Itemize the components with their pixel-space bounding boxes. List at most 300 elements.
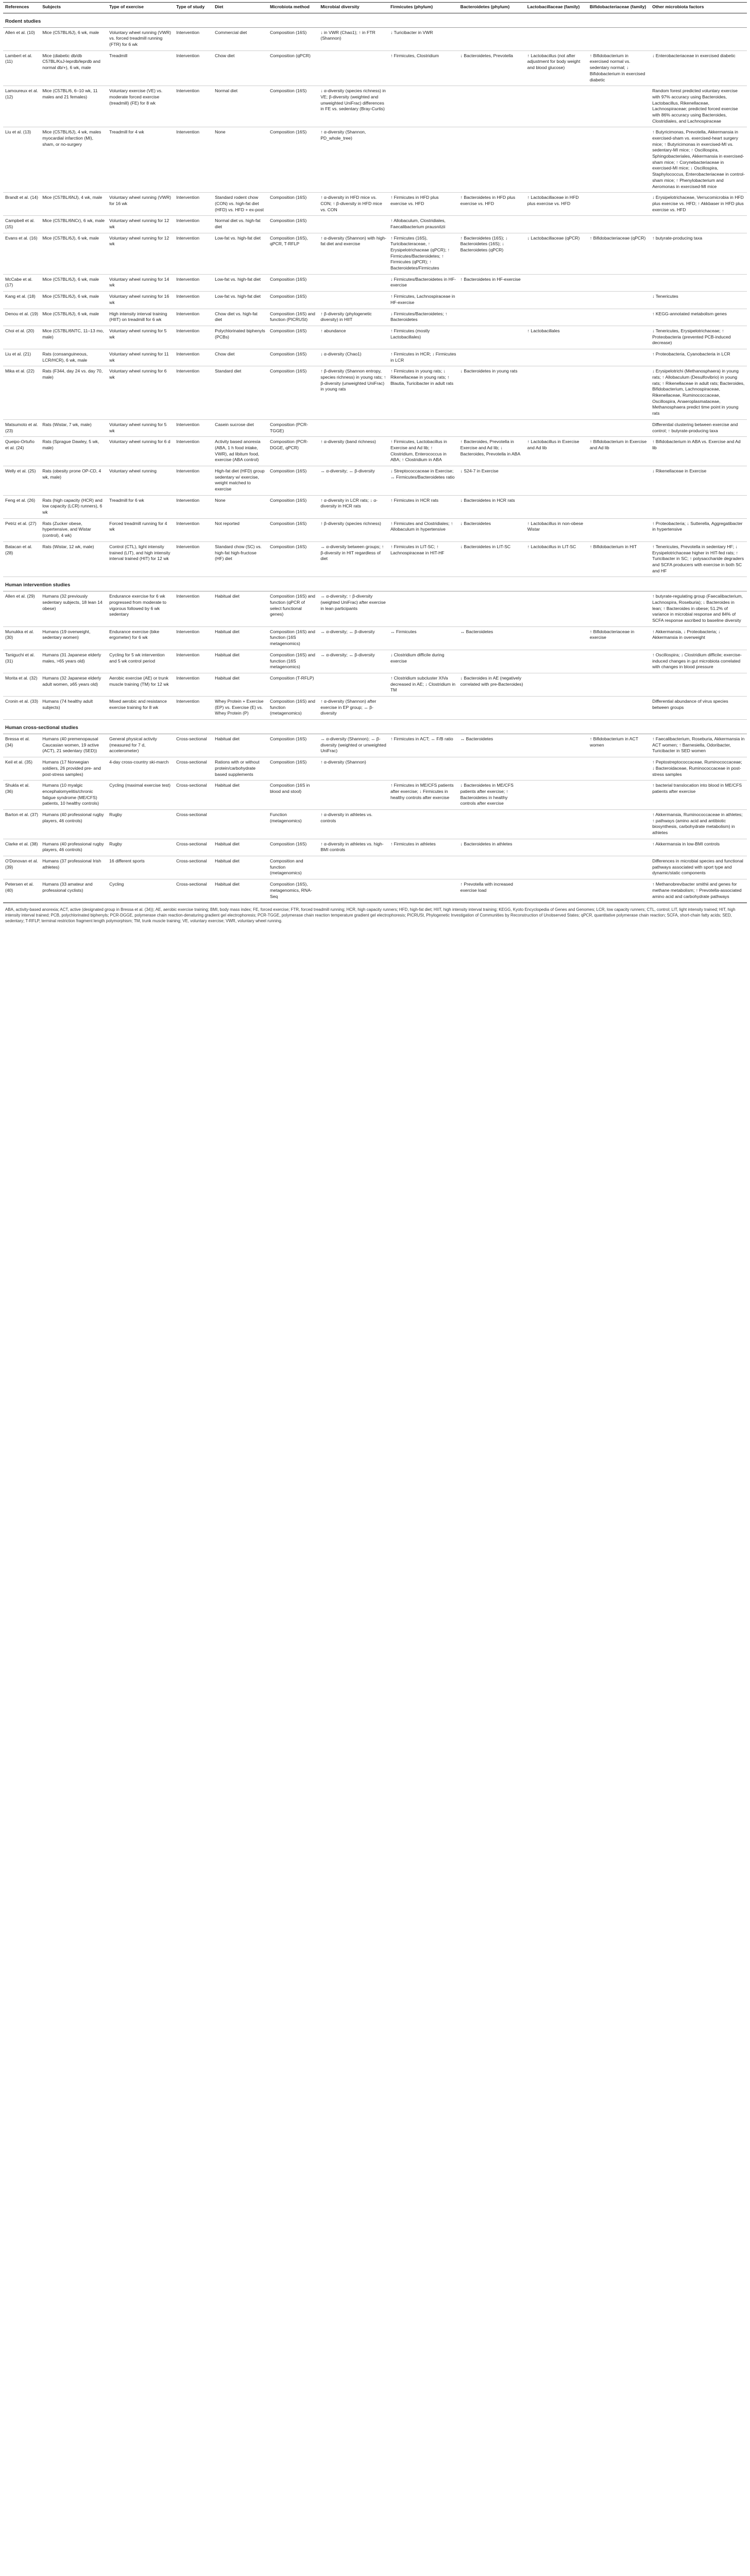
cell-type-of-exercise: Voluntary wheel running (VWR) for 16 wk	[107, 193, 174, 216]
cell-other-factors: ↑ Methanobrevibacter smithii and genes for methane metabolism; ↑ Prevotella-associated amino acid and carbohydrate pathways	[650, 879, 747, 903]
cell-lactobacillaceae	[525, 292, 588, 309]
table-row	[3, 216, 747, 233]
cell-subjects: Humans (74 healthy adult subjects)	[40, 696, 107, 719]
cell-type-of-exercise: Voluntary wheel running (VWR) vs. forced treadmill running (FTR) for 6 wk	[107, 27, 174, 50]
cell-firmicutes	[388, 809, 458, 839]
cell-firmicutes: ↓ Streptococcaceae in Exercise; ↔ Firmicutes/Bacteroidetes ratio	[388, 466, 458, 495]
table-row	[3, 50, 747, 86]
cell-microbial-diversity: ↑ α-diversity in LCR rats; ↓ α-diversity in HCR rats	[318, 495, 388, 518]
table-row	[3, 809, 747, 839]
cell-bifidobacteriaceae	[588, 466, 650, 495]
cell-subjects: Mice (diabetic db/db C57BL/KsJ-leprdb/leprdb and normal db/+), 6 wk, male	[40, 50, 107, 86]
cell-type-of-study: Intervention	[174, 626, 213, 650]
cell-diet: Commercial diet	[213, 27, 268, 50]
cell-firmicutes: ↓ Turicibacter in VWR	[388, 27, 458, 50]
cell-firmicutes: ↓ Firmicutes/Bacteroidetes in HF-exercise	[388, 274, 458, 291]
cell-microbiota-method: Composition (16S)	[268, 27, 318, 50]
cell-type-of-exercise: General physical activity (measured for 7 d, accelerometer)	[107, 734, 174, 757]
header-microbial-diversity: Microbial diversity	[318, 3, 388, 13]
cell-bifidobacteriaceae: ↑ Bifidobacterium in exercised normal vs. sedentary normal; ↓ Bifidobacterium in exercised diabetic	[588, 50, 650, 86]
cell-subjects: Rats (consanguineous, LCR/HCR), 6 wk, male	[40, 349, 107, 366]
cell-type-of-study: Intervention	[174, 591, 213, 626]
cell-diet: Chow diet	[213, 349, 268, 366]
cell-subjects: Humans (40 premenopausal Caucasian women, 19 active (ACT), 21 sedentary (SED))	[40, 734, 107, 757]
cell-diet: Normal diet vs. high-fat diet	[213, 216, 268, 233]
cell-type-of-exercise: Treadmill for 4 wk	[107, 127, 174, 193]
cell-diet: Habitual diet	[213, 626, 268, 650]
cell-type-of-study: Intervention	[174, 650, 213, 673]
cell-type-of-study: Intervention	[174, 27, 213, 50]
table-row	[3, 437, 747, 466]
cell-bacteroidetes	[458, 292, 525, 309]
cell-references: Choi et al. (20)	[3, 326, 40, 349]
section-header-row	[3, 577, 747, 591]
cell-references: Feng et al. (26)	[3, 495, 40, 518]
cell-subjects: Humans (40 professional rugby players, 46 controls)	[40, 809, 107, 839]
cell-other-factors: ↓ Rikenellaceae in Exercise	[650, 466, 747, 495]
table-row	[3, 349, 747, 366]
table-row	[3, 856, 747, 879]
cell-subjects: Humans (10 myalgic encephalomyelitis/chronic fatigue syndrome (ME/CFS) patients, 10 healthy controls)	[40, 781, 107, 810]
cell-lactobacillaceae	[525, 781, 588, 810]
cell-other-factors: ↑ bacterial translocation into blood in ME/CFS patients after exercise	[650, 781, 747, 810]
table-row	[3, 673, 747, 696]
section-title: Human intervention studies	[3, 577, 747, 591]
cell-diet: Chow diet vs. high-fat diet	[213, 309, 268, 326]
header-references: References	[3, 3, 40, 13]
cell-other-factors: ↑ butyrate-regulating group (Faecalibacterium, Lachnospira, Roseburia); ↓ Bacteroides in lean; ↑ Bacteroides in obese; 51.2% of variance in microbial response and 84% of SCFA response ascribed to baseline diversity	[650, 591, 747, 626]
cell-bacteroidetes: ↑ Bacteroides, Prevotella in Exercise and Ad lib; ↓ Bacteroides, Prevotella in ABA	[458, 437, 525, 466]
table-row	[3, 233, 747, 274]
cell-lactobacillaceae	[525, 127, 588, 193]
cell-microbial-diversity: ↑ abundance	[318, 326, 388, 349]
cell-subjects: Mice (C57BL/6J), 4 wk, males myocardial infarction (MI), sham, or no-surgery	[40, 127, 107, 193]
cell-other-factors: ↑ Proteobacteria, Cyanobacteria in LCR	[650, 349, 747, 366]
cell-type-of-exercise: Voluntary wheel running for 11 wk	[107, 349, 174, 366]
cell-bacteroidetes	[458, 86, 525, 127]
cell-bifidobacteriaceae	[588, 127, 650, 193]
cell-firmicutes: ↑ Clostridium subcluster XIVa decreased in AE; ↓ Clostridium in TM	[388, 673, 458, 696]
cell-bifidobacteriaceae	[588, 696, 650, 719]
cell-subjects: Mice (C57BL/6NJ), 4 wk, male	[40, 193, 107, 216]
cell-bacteroidetes	[458, 349, 525, 366]
cell-bifidobacteriaceae	[588, 879, 650, 903]
cell-other-factors: ↓ Erysipelotrichi (Methanosphaera) in young rats; ↑ Allobaculum (Desulfovibrio) in young rats; ↑ Rikenellaceae in adult rats; Bacteroides, Bifidobacterium, Lachnospiraceae, Rikenellaceae, Ruminococcaceae, Oscillospira, Anaeroplasmataceae, Methanosphaera predict time point in young rats	[650, 366, 747, 420]
cell-bacteroidetes: ↑ Bacteroidetes (16S); ↓ Bacteroidetes (16S); ↓ Bacteroidetes (qPCR)	[458, 233, 525, 274]
cell-subjects: Mice (C57BL/6J), 6 wk, male	[40, 233, 107, 274]
cell-diet: Habitual diet	[213, 781, 268, 810]
cell-type-of-exercise: Voluntary exercise (VE) vs. moderate forced exercise (treadmill) (FE) for 8 wk	[107, 86, 174, 127]
cell-references: Lamoureux et al. (12)	[3, 86, 40, 127]
cell-bacteroidetes: ↓ Bacteroidetes	[458, 518, 525, 541]
cell-bifidobacteriaceae	[588, 86, 650, 127]
cell-type-of-study: Cross-sectional	[174, 879, 213, 903]
cell-lactobacillaceae	[525, 309, 588, 326]
cell-type-of-exercise: Voluntary wheel running for 5 wk	[107, 419, 174, 436]
cell-references: Evans et al. (16)	[3, 233, 40, 274]
cell-subjects: Mice (C57BL/6J), 6 wk, male	[40, 27, 107, 50]
cell-bacteroidetes	[458, 216, 525, 233]
cell-other-factors	[650, 673, 747, 696]
cell-references: Petersen et al. (40)	[3, 879, 40, 903]
cell-bacteroidetes	[458, 27, 525, 50]
cell-microbial-diversity: ↑ β-diversity (Shannon entropy, species richness) in young rats; ↑ β-diversity (unweighted UniFrac) in young rats	[318, 366, 388, 420]
cell-firmicutes: ↑ Firmicutes in ME/CFS patients after exercise; ↓ Firmicutes in healthy controls after exercise	[388, 781, 458, 810]
table-row	[3, 466, 747, 495]
cell-lactobacillaceae	[525, 591, 588, 626]
cell-microbial-diversity	[318, 50, 388, 86]
cell-bacteroidetes: ↓ Bacteroides in AE (negatively correlated with pre-Bacteroides)	[458, 673, 525, 696]
cell-firmicutes	[388, 757, 458, 781]
cell-type-of-study: Intervention	[174, 366, 213, 420]
cell-type-of-exercise: Rugby	[107, 839, 174, 856]
header-type-of-study: Type of study	[174, 3, 213, 13]
cell-microbiota-method: Composition (PCR-DGGE, qPCR)	[268, 437, 318, 466]
cell-firmicutes	[388, 591, 458, 626]
cell-bifidobacteriaceae	[588, 274, 650, 291]
table-row	[3, 326, 747, 349]
cell-firmicutes: ↑ Firmicutes in HCR rats	[388, 495, 458, 518]
cell-bifidobacteriaceae	[588, 193, 650, 216]
cell-subjects: Mice (C57BL/6, 6–10 wk, 11 males and 21 females)	[40, 86, 107, 127]
cell-other-factors: ↑ Faecalibacterium, Roseburia, Akkermansia in ACT women; ↑ Barnesiella, Odoribacter, Turicibacter in SED women	[650, 734, 747, 757]
cell-microbial-diversity: ↑ α-diversity (Shannon, PD_whole_tree)	[318, 127, 388, 193]
cell-microbial-diversity: ↓ in VWR (Chao1); ↑ in FTR (Shannon)	[318, 27, 388, 50]
cell-bifidobacteriaceae	[588, 673, 650, 696]
cell-bacteroidetes: ↑ Bacteroidetes in HF-exercise	[458, 274, 525, 291]
table-body	[3, 13, 747, 903]
cell-other-factors: ↓ Enterobacteriaceae in exercised diabetic	[650, 50, 747, 86]
cell-microbial-diversity: ↑ α-diversity (Shannon) after exercise in EP group; ↔ β-diversity	[318, 696, 388, 719]
cell-microbiota-method: Composition (16S) and function (16S metagenomics)	[268, 650, 318, 673]
cell-bifidobacteriaceae	[588, 349, 650, 366]
cell-lactobacillaceae	[525, 216, 588, 233]
cell-microbial-diversity	[318, 274, 388, 291]
cell-references: Cronin et al. (33)	[3, 696, 40, 719]
cell-type-of-exercise: Cycling for 5 wk intervention and 5 wk control period	[107, 650, 174, 673]
cell-diet: Habitual diet	[213, 673, 268, 696]
cell-firmicutes: ↑ Firmicutes in athletes	[388, 839, 458, 856]
cell-lactobacillaceae: ↑ Lactobacillales	[525, 326, 588, 349]
cell-type-of-study: Intervention	[174, 193, 213, 216]
cell-references: Morita et al. (32)	[3, 673, 40, 696]
cell-references: Keil et al. (35)	[3, 757, 40, 781]
cell-firmicutes: ↑ Firmicutes in LIT-SC; ↑ Lachnospiraceae in HIT-HF	[388, 541, 458, 577]
cell-subjects: Humans (37 professional Irish athletes)	[40, 856, 107, 879]
cell-microbiota-method: Composition (16S)	[268, 193, 318, 216]
cell-subjects: Rats (obesity prone OP-CD, 4 wk, male)	[40, 466, 107, 495]
cell-microbiota-method: Composition (16S) and function (16S metagenomics)	[268, 626, 318, 650]
cell-type-of-study: Cross-sectional	[174, 856, 213, 879]
cell-firmicutes	[388, 419, 458, 436]
cell-other-factors	[650, 274, 747, 291]
cell-microbiota-method: Composition (16S) and function (PICRUSt)	[268, 309, 318, 326]
cell-microbial-diversity: ↓ α-diversity (species richness) in VE; β-diversity (weighted and unweighted UniFrac) differences in FE vs. sedentary (Bray-Curtis)	[318, 86, 388, 127]
cell-microbiota-method: Composition (16S)	[268, 839, 318, 856]
cell-microbiota-method: Composition and function (metagenomics)	[268, 856, 318, 879]
cell-microbial-diversity: ↑ α-diversity in athletes vs. high-BMI controls	[318, 839, 388, 856]
cell-microbial-diversity: ↓ α-diversity (Chao1)	[318, 349, 388, 366]
header-row	[3, 3, 747, 13]
cell-bacteroidetes: ↔ Bacteroidetes	[458, 626, 525, 650]
header-other-microbiota-factors: Other microbiota factors	[650, 3, 747, 13]
cell-lactobacillaceae	[525, 809, 588, 839]
cell-firmicutes	[388, 856, 458, 879]
cell-subjects: Rats (Wistar, 12 wk, male)	[40, 541, 107, 577]
cell-type-of-exercise: Treadmill for 6 wk	[107, 495, 174, 518]
cell-other-factors: ↑ Akkermansia, ↓ Proteobacteria; ↓ Akkermansia in overweight	[650, 626, 747, 650]
cell-diet: Low-fat vs. high-fat diet	[213, 274, 268, 291]
cell-firmicutes: ↑ Firmicutes, Lachnospiraceae in HF-exercise	[388, 292, 458, 309]
cell-lactobacillaceae: ↑ Lactobacillus in non-obese Wistar	[525, 518, 588, 541]
cell-lactobacillaceae	[525, 650, 588, 673]
cell-diet: Habitual diet	[213, 734, 268, 757]
cell-bifidobacteriaceae	[588, 839, 650, 856]
cell-microbiota-method: Composition (16S in blood and stool)	[268, 781, 318, 810]
cell-type-of-study: Cross-sectional	[174, 839, 213, 856]
cell-microbiota-method: Composition (16S)	[268, 127, 318, 193]
cell-other-factors: ↓ Tenericutes, Erysipelotrichaceae; ↑ Proteobacteria (prevented PCB-induced decrease)	[650, 326, 747, 349]
cell-bacteroidetes	[458, 591, 525, 626]
cell-type-of-exercise: 16 different sports	[107, 856, 174, 879]
cell-other-factors: ↑ Bifidobacterium in ABA vs. Exercise and Ad lib	[650, 437, 747, 466]
cell-bacteroidetes: ↓ Bacteroidetes in athletes	[458, 839, 525, 856]
cell-microbiota-method: Composition (16S), metagenomics, RNA-Seq	[268, 879, 318, 903]
cell-firmicutes: ↑ Firmicutes in HFD plus exercise vs. HFD	[388, 193, 458, 216]
table-row	[3, 757, 747, 781]
cell-firmicutes	[388, 86, 458, 127]
cell-type-of-exercise: Forced treadmill running for 4 wk	[107, 518, 174, 541]
cell-lactobacillaceae	[525, 757, 588, 781]
page	[0, 0, 750, 928]
cell-type-of-study: Intervention	[174, 495, 213, 518]
cell-diet: Rations with or without protein/carbohydrate based supplements	[213, 757, 268, 781]
table-row	[3, 839, 747, 856]
cell-type-of-exercise: Cycling (maximal exercise test)	[107, 781, 174, 810]
cell-lactobacillaceae	[525, 466, 588, 495]
cell-microbiota-method: Function (metagenomics)	[268, 809, 318, 839]
cell-firmicutes: ↑ Firmicutes (mostly Lactobacillales)	[388, 326, 458, 349]
cell-microbiota-method: Composition (16S)	[268, 326, 318, 349]
cell-microbiota-method: Composition (16S)	[268, 216, 318, 233]
cell-type-of-exercise: Treadmill	[107, 50, 174, 86]
cell-microbiota-method: Composition (16S)	[268, 757, 318, 781]
cell-references: Bressa et al. (34)	[3, 734, 40, 757]
cell-firmicutes: ↑ Firmicutes, Lactobacillus in Exercise and Ad lib; ↑ Clostridium, Enterococcus in ABA; ↑ Clostridium in ABA	[388, 437, 458, 466]
cell-diet: Standard diet	[213, 366, 268, 420]
cell-microbiota-method: Composition (16S)	[268, 541, 318, 577]
cell-type-of-study: Cross-sectional	[174, 781, 213, 810]
cell-type-of-study: Intervention	[174, 50, 213, 86]
table-row	[3, 541, 747, 577]
cell-bacteroidetes	[458, 326, 525, 349]
cell-bifidobacteriaceae	[588, 650, 650, 673]
cell-firmicutes: ↔ Firmicutes	[388, 626, 458, 650]
cell-bifidobacteriaceae	[588, 292, 650, 309]
table-row	[3, 495, 747, 518]
cell-type-of-study: Cross-sectional	[174, 734, 213, 757]
cell-other-factors: ↑ KEGG-annotated metabolism genes	[650, 309, 747, 326]
cell-type-of-study: Intervention	[174, 86, 213, 127]
cell-references: O'Donovan et al. (39)	[3, 856, 40, 879]
cell-microbial-diversity: ↑ β-diversity (phylogenetic diversity) in HIIT	[318, 309, 388, 326]
cell-subjects: Humans (19 overweight, sedentary women)	[40, 626, 107, 650]
cell-type-of-exercise: Voluntary wheel running for 12 wk	[107, 233, 174, 274]
cell-references: Shukla et al. (36)	[3, 781, 40, 810]
cell-other-factors: ↑ butyrate-producing taxa	[650, 233, 747, 274]
cell-diet: None	[213, 127, 268, 193]
cell-microbiota-method: Composition (16S)	[268, 734, 318, 757]
cell-firmicutes	[388, 127, 458, 193]
cell-microbial-diversity: ↑ α-diversity (Shannon) with high-fat diet and exercise	[318, 233, 388, 274]
cell-type-of-exercise: Endurance exercise (bike ergometer) for 6 wk	[107, 626, 174, 650]
cell-type-of-exercise: 4-day cross-country ski-march	[107, 757, 174, 781]
cell-firmicutes: ↑ Firmicutes (16S), Turicibacteraceae, ↑ Erysipelotrichaceae (qPCR); ↑ Firmicutes/Bacteroidetes; ↑ Firmicutes (qPCR); ↑ Bacteroidetes/Firmicutes	[388, 233, 458, 274]
table-row	[3, 86, 747, 127]
cell-microbial-diversity	[318, 856, 388, 879]
cell-type-of-exercise: High intensity interval training (HIIT) on treadmill for 6 wk	[107, 309, 174, 326]
cell-type-of-study: Intervention	[174, 233, 213, 274]
cell-bifidobacteriaceae	[588, 757, 650, 781]
table-row	[3, 591, 747, 626]
cell-diet: Low-fat vs. high-fat diet	[213, 233, 268, 274]
cell-bacteroidetes: ↓ Bacteroidetes, Prevotella	[458, 50, 525, 86]
cell-diet: Chow diet	[213, 50, 268, 86]
cell-microbiota-method: Composition (16S)	[268, 466, 318, 495]
cell-type-of-study: Intervention	[174, 292, 213, 309]
cell-firmicutes: ↑ Firmicutes and Clostridiales; ↑ Allobaculum in hypertensive	[388, 518, 458, 541]
cell-diet: High-fat diet (HFD) group sedentary w/ exercise, weight matched to exercise	[213, 466, 268, 495]
cell-lactobacillaceae	[525, 419, 588, 436]
cell-subjects: Mice (C57BL/6NCr), 6 wk, male	[40, 216, 107, 233]
cell-lactobacillaceae	[525, 349, 588, 366]
section-title: Rodent studies	[3, 13, 747, 27]
cell-firmicutes: ↓ Clostridium difficile during exercise	[388, 650, 458, 673]
cell-lactobacillaceae	[525, 734, 588, 757]
cell-other-factors	[650, 495, 747, 518]
cell-bifidobacteriaceae: ↑ Bifidobacterium in Exercise and Ad lib	[588, 437, 650, 466]
cell-bacteroidetes: ↔ Bacteroidetes	[458, 734, 525, 757]
cell-type-of-study: Intervention	[174, 127, 213, 193]
cell-diet: Normal diet	[213, 86, 268, 127]
cell-lactobacillaceae: ↑ Lactobacillus in LIT-SC	[525, 541, 588, 577]
table-row	[3, 626, 747, 650]
cell-type-of-study: Intervention	[174, 466, 213, 495]
cell-bacteroidetes	[458, 696, 525, 719]
cell-microbiota-method: Composition (qPCR)	[268, 50, 318, 86]
cell-type-of-study: Cross-sectional	[174, 757, 213, 781]
cell-lactobacillaceae	[525, 673, 588, 696]
cell-diet: Habitual diet	[213, 856, 268, 879]
table-row	[3, 419, 747, 436]
cell-other-factors: Differences in microbial species and functional pathways associated with sport type and dynamic/static components	[650, 856, 747, 879]
cell-microbial-diversity	[318, 292, 388, 309]
cell-microbiota-method: Composition (16S) and function (metagenomics)	[268, 696, 318, 719]
cell-bacteroidetes: ↓ Bacteroidetes in ME/CFS patients after exercise; ↑ Bacteroidetes in healthy controls after exercise	[458, 781, 525, 810]
cell-diet: Standard chow (SC) vs. high-fat high-fructose (HF) diet	[213, 541, 268, 577]
cell-firmicutes	[388, 879, 458, 903]
cell-references: Barton et al. (37)	[3, 809, 40, 839]
section-header-row	[3, 720, 747, 734]
cell-type-of-study: Intervention	[174, 696, 213, 719]
cell-references: Matsumoto et al. (23)	[3, 419, 40, 436]
cell-type-of-study: Intervention	[174, 326, 213, 349]
cell-microbial-diversity: ↔ α-diversity (Shannon); ↔ β-diversity (weighted or unweighted UniFrac)	[318, 734, 388, 757]
cell-subjects: Mice (C57BL/6J), 6 wk, male	[40, 274, 107, 291]
cell-diet: Not reported	[213, 518, 268, 541]
cell-microbiota-method: Composition (T-RFLP)	[268, 673, 318, 696]
cell-type-of-study: Intervention	[174, 518, 213, 541]
cell-type-of-exercise: Rugby	[107, 809, 174, 839]
cell-type-of-study: Intervention	[174, 541, 213, 577]
cell-microbial-diversity: ↑ β-diversity (species richness)	[318, 518, 388, 541]
cell-references: Welly et al. (25)	[3, 466, 40, 495]
cell-diet: Standard rodent chow (CON) vs. high-fat diet (HFD) vs. HFD + ex-post	[213, 193, 268, 216]
cell-microbial-diversity: ↔ α-diversity; ↔ β-diversity	[318, 650, 388, 673]
cell-bifidobacteriaceae	[588, 366, 650, 420]
cell-type-of-exercise: Voluntary wheel running for 5 wk	[107, 326, 174, 349]
cell-bifidobacteriaceae	[588, 809, 650, 839]
cell-bifidobacteriaceae: ↑ Bifidobacteriaceae in exercise	[588, 626, 650, 650]
cell-other-factors: ↑ Akkermansia, Ruminococcaceae in athletes; ↑ pathways (amino acid and antibiotic biosynthesis, carbohydrate metabolism) in athletes	[650, 809, 747, 839]
cell-bacteroidetes: ↓ Bacteroidetes in HCR rats	[458, 495, 525, 518]
cell-diet: Habitual diet	[213, 650, 268, 673]
cell-type-of-study: Intervention	[174, 419, 213, 436]
cell-bacteroidetes	[458, 856, 525, 879]
cell-microbiota-method: Composition (PCR-TGGE)	[268, 419, 318, 436]
cell-references: Mika et al. (22)	[3, 366, 40, 420]
header-lactobacillaceae: Lactobacillaceae (family)	[525, 3, 588, 13]
table-row	[3, 309, 747, 326]
cell-type-of-exercise: Voluntary wheel running for 14 wk	[107, 274, 174, 291]
cell-subjects: Rats (Wistar, 7 wk, male)	[40, 419, 107, 436]
cell-references: Liu et al. (21)	[3, 349, 40, 366]
cell-microbiota-method: Composition (16S)	[268, 349, 318, 366]
cell-references: Allen et al. (29)	[3, 591, 40, 626]
cell-references: Munukka et al. (30)	[3, 626, 40, 650]
cell-microbial-diversity: ↑ α-diversity (band richness)	[318, 437, 388, 466]
cell-diet: Habitual diet	[213, 591, 268, 626]
cell-firmicutes: ↓ Firmicutes/Bacteroidetes; ↑ Bacteroidetes	[388, 309, 458, 326]
cell-type-of-exercise: Voluntary wheel running for 12 wk	[107, 216, 174, 233]
cell-subjects: Humans (31 Japanese elderly males, >65 years old)	[40, 650, 107, 673]
cell-references: Brandt et al. (14)	[3, 193, 40, 216]
cell-bifidobacteriaceae	[588, 856, 650, 879]
microbiota-studies-table	[3, 2, 747, 903]
cell-bacteroidetes	[458, 809, 525, 839]
table-row	[3, 879, 747, 903]
cell-diet: Habitual diet	[213, 879, 268, 903]
table-row	[3, 781, 747, 810]
table-row	[3, 27, 747, 50]
cell-microbial-diversity	[318, 879, 388, 903]
cell-other-factors	[650, 27, 747, 50]
cell-microbial-diversity: ↑ α-diversity (Shannon)	[318, 757, 388, 781]
cell-references: Denou et al. (19)	[3, 309, 40, 326]
cell-references: Campbell et al. (15)	[3, 216, 40, 233]
cell-bacteroidetes	[458, 757, 525, 781]
cell-subjects: Rats (F344, day 24 vs. day 70, male)	[40, 366, 107, 420]
cell-subjects: Humans (40 professional rugby players, 46 controls)	[40, 839, 107, 856]
cell-diet	[213, 809, 268, 839]
cell-diet: Whey Protein + Exercise (EP) vs. Exercise (E) vs. Whey Protein (P)	[213, 696, 268, 719]
cell-microbiota-method: Composition (16S) and function (qPCR of select functional genes)	[268, 591, 318, 626]
cell-type-of-study: Intervention	[174, 309, 213, 326]
cell-type-of-exercise: Voluntary wheel running for 6 wk	[107, 366, 174, 420]
header-diet: Diet	[213, 3, 268, 13]
table-row	[3, 650, 747, 673]
cell-type-of-exercise: Endurance exercise for 6 wk progressed from moderate to vigorous followed by 6 wk sedentary	[107, 591, 174, 626]
